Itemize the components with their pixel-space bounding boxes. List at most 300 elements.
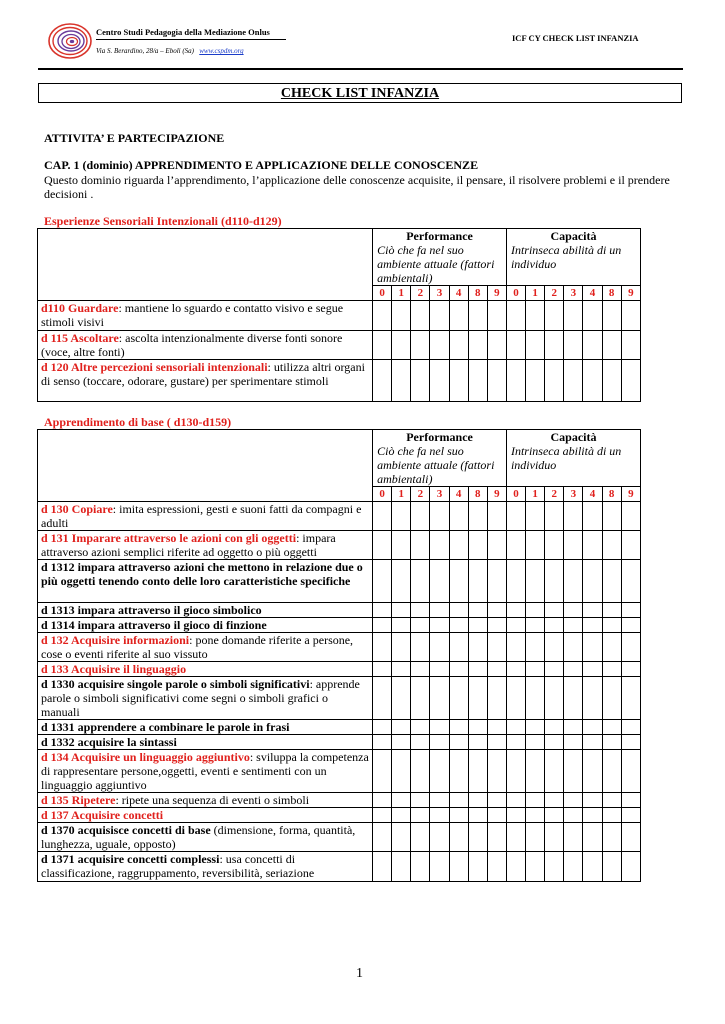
performance-score-cell-9[interactable] [487,720,506,735]
capacita-score-cell-9[interactable] [621,808,640,823]
item-code: d 120 Altre percezioni sensoriali intenzionali [41,360,268,374]
capacita-score-cell-9[interactable] [621,633,640,662]
capacita-score-cell-4[interactable] [583,531,602,560]
capacita-score-cell-0[interactable] [506,560,525,603]
performance-score-cell-3[interactable] [430,677,449,720]
header-blank-cell [38,229,373,301]
performance-score-cell-4[interactable] [449,852,468,882]
capacita-scale-4: 4 [583,487,602,502]
performance-score-cell-0[interactable] [373,735,392,750]
performance-score-cell-2[interactable] [411,531,430,560]
capacita-score-cell-2[interactable] [545,603,564,618]
performance-score-cell-4[interactable] [449,793,468,808]
performance-score-cell-9[interactable] [487,502,506,531]
org-website-link[interactable]: www.cspdm.org [199,47,244,55]
table-row [38,618,641,633]
performance-score-cell-1[interactable] [392,360,411,402]
item-code: d 1314 impara attraverso il gioco di finzione [41,618,267,632]
capacita-score-cell-1[interactable] [526,502,545,531]
item-description [38,603,373,618]
capacita-score-cell-9[interactable] [621,852,640,882]
capacita-score-cell-4[interactable] [583,618,602,633]
capacita-score-cell-3[interactable] [564,633,583,662]
capacita-score-cell-8[interactable] [602,618,621,633]
performance-score-cell-1[interactable] [392,662,411,677]
capacita-score-cell-4[interactable] [583,662,602,677]
performance-score-cell-8[interactable] [468,531,487,560]
performance-score-cell-1[interactable] [392,618,411,633]
performance-score-cell-0[interactable] [373,531,392,560]
performance-score-cell-0[interactable] [373,633,392,662]
performance-score-cell-4[interactable] [449,677,468,720]
performance-score-cell-2[interactable] [411,618,430,633]
performance-score-cell-8[interactable] [468,662,487,677]
performance-score-cell-8[interactable] [468,502,487,531]
performance-score-cell-0[interactable] [373,793,392,808]
capacita-score-cell-4[interactable] [583,750,602,793]
capacita-score-cell-3[interactable] [564,662,583,677]
capacita-score-cell-1[interactable] [526,720,545,735]
performance-score-cell-8[interactable] [468,720,487,735]
capacita-score-cell-2[interactable] [545,633,564,662]
performance-score-cell-2[interactable] [411,560,430,603]
performance-score-cell-2[interactable] [411,823,430,852]
performance-score-cell-2[interactable] [411,677,430,720]
capacita-score-cell-1[interactable] [526,531,545,560]
capacita-score-cell-8[interactable] [602,633,621,662]
capacita-score-cell-1[interactable] [526,618,545,633]
capacita-score-cell-3[interactable] [564,852,583,882]
capacita-score-cell-4[interactable] [583,808,602,823]
performance-score-cell-4[interactable] [449,808,468,823]
performance-score-cell-2[interactable] [411,633,430,662]
capacita-score-cell-4[interactable] [583,360,602,402]
capacita-score-cell-8[interactable] [602,502,621,531]
performance-score-cell-0[interactable] [373,560,392,603]
capacita-score-cell-2[interactable] [545,677,564,720]
capacita-score-cell-4[interactable] [583,793,602,808]
performance-score-cell-4[interactable] [449,331,468,360]
capacita-score-cell-4[interactable] [583,331,602,360]
capacita-score-cell-1[interactable] [526,360,545,402]
capacita-score-cell-0[interactable] [506,301,525,331]
performance-score-cell-8[interactable] [468,852,487,882]
performance-scale-9: 9 [487,286,506,301]
performance-score-cell-4[interactable] [449,662,468,677]
capacita-score-cell-3[interactable] [564,793,583,808]
capacita-score-cell-3[interactable] [564,677,583,720]
capacita-score-cell-9[interactable] [621,720,640,735]
capacita-score-cell-9[interactable] [621,618,640,633]
table-row [38,750,641,793]
capacita-score-cell-9[interactable] [621,301,640,331]
performance-score-cell-4[interactable] [449,360,468,402]
capacita-score-cell-9[interactable] [621,603,640,618]
performance-score-cell-8[interactable] [468,735,487,750]
performance-score-cell-2[interactable] [411,502,430,531]
performance-score-cell-3[interactable] [430,360,449,402]
capacita-score-cell-1[interactable] [526,603,545,618]
performance-score-cell-9[interactable] [487,531,506,560]
capacita-score-cell-4[interactable] [583,735,602,750]
performance-score-cell-2[interactable] [411,750,430,793]
performance-score-cell-1[interactable] [392,560,411,603]
performance-score-cell-8[interactable] [468,301,487,331]
capacita-score-cell-2[interactable] [545,823,564,852]
capacita-score-cell-2[interactable] [545,560,564,603]
performance-score-cell-0[interactable] [373,823,392,852]
capacita-score-cell-9[interactable] [621,793,640,808]
capacita-score-cell-3[interactable] [564,750,583,793]
capacita-score-cell-3[interactable] [564,360,583,402]
capacita-score-cell-0[interactable] [506,852,525,882]
performance-score-cell-9[interactable] [487,331,506,360]
performance-score-cell-3[interactable] [430,662,449,677]
capacita-score-cell-2[interactable] [545,808,564,823]
performance-score-cell-2[interactable] [411,852,430,882]
capacita-score-cell-4[interactable] [583,502,602,531]
performance-score-cell-9[interactable] [487,852,506,882]
item-code: d 134 Acquisire un linguaggio aggiuntivo [41,750,250,764]
capacita-score-cell-9[interactable] [621,331,640,360]
performance-score-cell-2[interactable] [411,793,430,808]
performance-score-cell-0[interactable] [373,808,392,823]
performance-score-cell-0[interactable] [373,603,392,618]
capacita-score-cell-2[interactable] [545,793,564,808]
capacita-score-cell-8[interactable] [602,793,621,808]
performance-score-cell-3[interactable] [430,720,449,735]
performance-score-cell-9[interactable] [487,603,506,618]
performance-scale-0: 0 [373,286,392,301]
capacita-score-cell-0[interactable] [506,823,525,852]
capacita-score-cell-1[interactable] [526,677,545,720]
performance-score-cell-8[interactable] [468,331,487,360]
capacita-score-cell-1[interactable] [526,633,545,662]
performance-score-cell-1[interactable] [392,531,411,560]
performance-score-cell-9[interactable] [487,735,506,750]
capacita-score-cell-9[interactable] [621,531,640,560]
performance-title: Performance [406,229,473,243]
performance-score-cell-9[interactable] [487,662,506,677]
org-name: Centro Studi Pedagogia della Mediazione Onlus [96,27,270,37]
capacita-score-cell-0[interactable] [506,360,525,402]
capacita-title: Capacità [550,430,597,444]
header-divider [38,68,683,70]
capacita-score-cell-1[interactable] [526,852,545,882]
performance-score-cell-3[interactable] [430,823,449,852]
capacita-score-cell-4[interactable] [583,677,602,720]
performance-score-cell-2[interactable] [411,603,430,618]
capacita-score-cell-2[interactable] [545,735,564,750]
capacita-score-cell-1[interactable] [526,735,545,750]
capacita-score-cell-2[interactable] [545,331,564,360]
item-code: d 1331 apprendere a combinare le parole in frasi [41,720,290,734]
capacita-score-cell-8[interactable] [602,603,621,618]
header-blank-cell [38,430,373,502]
performance-score-cell-0[interactable] [373,852,392,882]
capacita-score-cell-3[interactable] [564,502,583,531]
capacita-score-cell-3[interactable] [564,301,583,331]
performance-score-cell-8[interactable] [468,808,487,823]
performance-score-cell-8[interactable] [468,360,487,402]
capacita-score-cell-0[interactable] [506,677,525,720]
performance-score-cell-3[interactable] [430,750,449,793]
item-text: : mantiene lo sguardo e contatto visivo e segue stimoli visivi [41,301,344,329]
performance-score-cell-4[interactable] [449,618,468,633]
capacita-score-cell-0[interactable] [506,502,525,531]
performance-score-cell-3[interactable] [430,331,449,360]
capacita-score-cell-1[interactable] [526,331,545,360]
capacita-score-cell-8[interactable] [602,560,621,603]
capacita-scale-4: 4 [583,286,602,301]
capacita-header [506,430,640,487]
table-row [38,662,641,677]
performance-score-cell-1[interactable] [392,603,411,618]
performance-score-cell-1[interactable] [392,852,411,882]
performance-score-cell-3[interactable] [430,502,449,531]
capacita-scale-8: 8 [602,286,621,301]
capacita-score-cell-3[interactable] [564,823,583,852]
performance-score-cell-0[interactable] [373,662,392,677]
capacita-score-cell-8[interactable] [602,331,621,360]
capacita-score-cell-9[interactable] [621,560,640,603]
page-number: 1 [356,966,363,981]
performance-score-cell-8[interactable] [468,603,487,618]
performance-score-cell-2[interactable] [411,662,430,677]
capacita-score-cell-9[interactable] [621,662,640,677]
capacita-score-cell-8[interactable] [602,662,621,677]
performance-score-cell-0[interactable] [373,750,392,793]
performance-score-cell-4[interactable] [449,633,468,662]
performance-score-cell-2[interactable] [411,735,430,750]
performance-score-cell-0[interactable] [373,618,392,633]
performance-score-cell-4[interactable] [449,301,468,331]
capacita-score-cell-0[interactable] [506,808,525,823]
item-text: : ripete una sequenza di eventi o simboli [115,793,310,807]
performance-score-cell-3[interactable] [430,852,449,882]
capacita-score-cell-3[interactable] [564,331,583,360]
capacita-score-cell-0[interactable] [506,633,525,662]
capacita-score-cell-8[interactable] [602,823,621,852]
performance-score-cell-0[interactable] [373,301,392,331]
capacita-score-cell-0[interactable] [506,531,525,560]
performance-score-cell-4[interactable] [449,823,468,852]
item-text: : pone domande riferite a persone, cose o eventi riferite al suo vissuto [41,633,354,661]
performance-score-cell-8[interactable] [468,823,487,852]
performance-score-cell-4[interactable] [449,560,468,603]
capacita-score-cell-8[interactable] [602,677,621,720]
performance-score-cell-9[interactable] [487,618,506,633]
performance-score-cell-3[interactable] [430,618,449,633]
performance-score-cell-3[interactable] [430,808,449,823]
capacita-score-cell-4[interactable] [583,823,602,852]
item-code: d 1370 acquisisce concetti di base [41,823,211,837]
table2-subtitle: Apprendimento di base ( d130-d159) [44,415,232,429]
capacita-score-cell-4[interactable] [583,560,602,603]
performance-score-cell-2[interactable] [411,720,430,735]
capacita-score-cell-8[interactable] [602,360,621,402]
capacita-score-cell-2[interactable] [545,852,564,882]
capacita-score-cell-0[interactable] [506,720,525,735]
capacita-score-cell-8[interactable] [602,750,621,793]
capacita-score-cell-2[interactable] [545,531,564,560]
capacita-score-cell-9[interactable] [621,677,640,720]
item-description [38,502,373,531]
capacita-score-cell-2[interactable] [545,360,564,402]
capacita-score-cell-8[interactable] [602,852,621,882]
capacita-score-cell-2[interactable] [545,750,564,793]
capacita-score-cell-0[interactable] [506,662,525,677]
performance-score-cell-8[interactable] [468,677,487,720]
performance-score-cell-4[interactable] [449,603,468,618]
performance-score-cell-2[interactable] [411,301,430,331]
capacita-score-cell-1[interactable] [526,560,545,603]
performance-header [373,229,507,286]
capacita-score-cell-1[interactable] [526,808,545,823]
performance-score-cell-4[interactable] [449,502,468,531]
performance-scale-3: 3 [430,487,449,502]
capacita-score-cell-3[interactable] [564,808,583,823]
performance-score-cell-4[interactable] [449,735,468,750]
performance-scale-2: 2 [411,487,430,502]
performance-score-cell-8[interactable] [468,793,487,808]
capacita-score-cell-9[interactable] [621,360,640,402]
table-row [38,531,641,560]
capacita-score-cell-0[interactable] [506,793,525,808]
capacita-score-cell-8[interactable] [602,808,621,823]
performance-score-cell-9[interactable] [487,823,506,852]
capacita-score-cell-3[interactable] [564,720,583,735]
performance-score-cell-3[interactable] [430,301,449,331]
performance-score-cell-3[interactable] [430,603,449,618]
capacita-score-cell-0[interactable] [506,603,525,618]
performance-score-cell-9[interactable] [487,677,506,720]
capacita-desc: Intrinseca abilità di un individuo [510,243,622,271]
capacita-score-cell-2[interactable] [545,662,564,677]
capacita-score-cell-3[interactable] [564,603,583,618]
performance-score-cell-4[interactable] [449,531,468,560]
performance-score-cell-4[interactable] [449,750,468,793]
capacita-score-cell-0[interactable] [506,331,525,360]
performance-score-cell-1[interactable] [392,720,411,735]
table-row [38,793,641,808]
performance-score-cell-1[interactable] [392,750,411,793]
performance-score-cell-0[interactable] [373,502,392,531]
capacita-score-cell-2[interactable] [545,502,564,531]
item-code: d 115 Ascoltare [41,331,119,345]
capacita-score-cell-0[interactable] [506,618,525,633]
table-row [38,823,641,852]
performance-score-cell-2[interactable] [411,331,430,360]
performance-score-cell-1[interactable] [392,735,411,750]
performance-score-cell-1[interactable] [392,633,411,662]
performance-score-cell-8[interactable] [468,560,487,603]
performance-score-cell-3[interactable] [430,735,449,750]
capacita-score-cell-3[interactable] [564,531,583,560]
performance-title: Performance [406,430,473,444]
performance-score-cell-2[interactable] [411,360,430,402]
performance-score-cell-9[interactable] [487,633,506,662]
page-title-box [38,83,682,103]
performance-score-cell-4[interactable] [449,720,468,735]
performance-score-cell-3[interactable] [430,633,449,662]
performance-score-cell-1[interactable] [392,823,411,852]
capacita-score-cell-3[interactable] [564,735,583,750]
performance-score-cell-2[interactable] [411,808,430,823]
item-code: d 1312 impara attraverso azioni che mettono in relazione due o più oggetti tenendo conto delle loro caratteristiche specifiche [41,560,363,588]
capacita-score-cell-0[interactable] [506,735,525,750]
performance-score-cell-9[interactable] [487,560,506,603]
performance-scale-8: 8 [468,286,487,301]
capacita-score-cell-4[interactable] [583,633,602,662]
capacita-score-cell-1[interactable] [526,662,545,677]
item-description [38,560,373,603]
capacita-score-cell-9[interactable] [621,735,640,750]
performance-score-cell-8[interactable] [468,750,487,793]
performance-score-cell-1[interactable] [392,301,411,331]
performance-score-cell-1[interactable] [392,331,411,360]
capacita-score-cell-8[interactable] [602,531,621,560]
capacita-score-cell-4[interactable] [583,603,602,618]
item-text: : utilizza altri organi di senso (toccare, odorare, gustare) per sperimentare stimoli [41,360,365,388]
capacita-score-cell-8[interactable] [602,735,621,750]
performance-score-cell-3[interactable] [430,793,449,808]
performance-score-cell-9[interactable] [487,360,506,402]
capacita-score-cell-8[interactable] [602,720,621,735]
capacita-score-cell-4[interactable] [583,720,602,735]
capacita-score-cell-1[interactable] [526,750,545,793]
capacita-scale-3: 3 [564,487,583,502]
performance-score-cell-0[interactable] [373,331,392,360]
performance-score-cell-0[interactable] [373,720,392,735]
item-code: d 132 Acquisire informazioni [41,633,190,647]
table-header-row [38,430,641,487]
performance-score-cell-1[interactable] [392,502,411,531]
capacita-score-cell-2[interactable] [545,720,564,735]
performance-score-cell-9[interactable] [487,793,506,808]
capacita-score-cell-4[interactable] [583,852,602,882]
performance-score-cell-9[interactable] [487,301,506,331]
performance-header [373,430,507,487]
capacita-score-cell-9[interactable] [621,823,640,852]
capacita-score-cell-2[interactable] [545,301,564,331]
performance-score-cell-0[interactable] [373,360,392,402]
capacita-score-cell-3[interactable] [564,618,583,633]
capacita-score-cell-3[interactable] [564,560,583,603]
capacita-score-cell-1[interactable] [526,793,545,808]
performance-desc: Ciò che fa nel suo ambiente attuale (fattori ambientali) [377,444,495,486]
capacita-score-cell-8[interactable] [602,301,621,331]
performance-score-cell-3[interactable] [430,531,449,560]
capacita-score-cell-4[interactable] [583,301,602,331]
performance-score-cell-1[interactable] [392,793,411,808]
performance-score-cell-8[interactable] [468,633,487,662]
capacita-score-cell-9[interactable] [621,750,640,793]
performance-score-cell-3[interactable] [430,560,449,603]
capacita-score-cell-2[interactable] [545,618,564,633]
performance-score-cell-9[interactable] [487,808,506,823]
capacita-score-cell-1[interactable] [526,301,545,331]
performance-score-cell-1[interactable] [392,808,411,823]
performance-score-cell-0[interactable] [373,677,392,720]
capacita-score-cell-0[interactable] [506,750,525,793]
performance-score-cell-9[interactable] [487,750,506,793]
performance-score-cell-8[interactable] [468,618,487,633]
capacita-score-cell-1[interactable] [526,823,545,852]
capacita-scale-9: 9 [621,487,640,502]
capacita-score-cell-9[interactable] [621,502,640,531]
performance-score-cell-1[interactable] [392,677,411,720]
